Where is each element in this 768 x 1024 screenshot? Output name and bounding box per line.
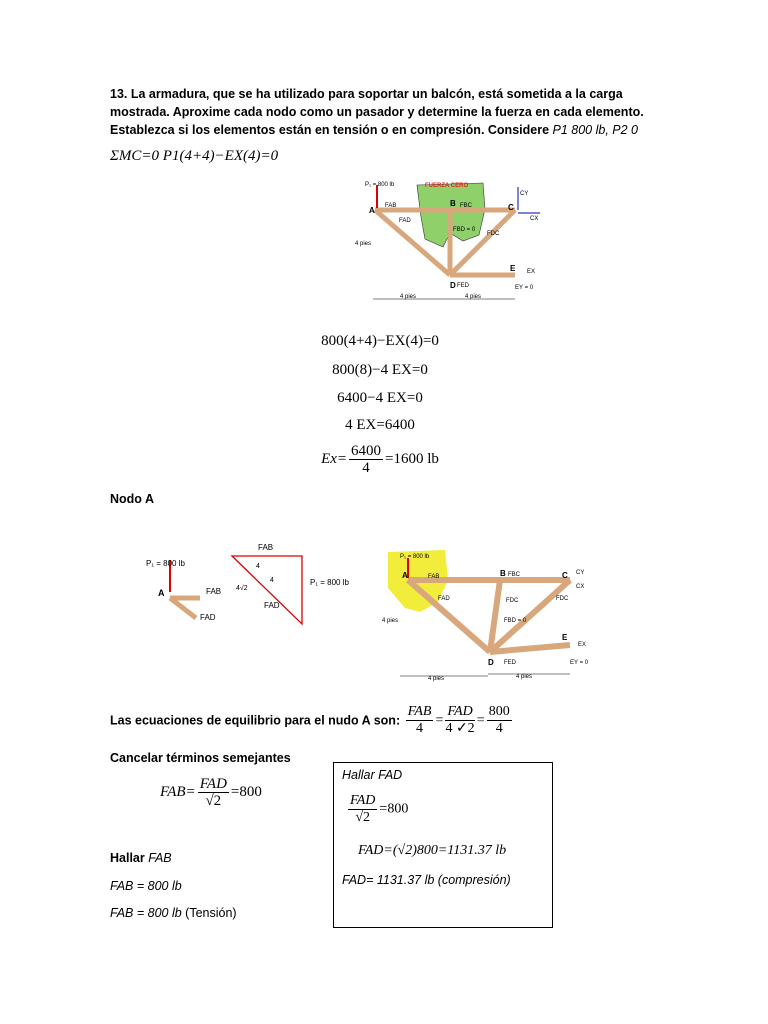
equilibrium-line: Las ecuaciones de equilibrio para el nudo A son: $\frac{\text{FAB}}{4}$ = $\frac{\text{FAD}}{4 ✓2}$ = $\frac{800}{4}$ — [110, 704, 510, 736]
box-num: FAD — [350, 793, 376, 808]
cx-label: CX — [530, 216, 539, 222]
tri-p1: P₁ = 800 lb — [310, 578, 349, 587]
tri-fab: FAB — [258, 543, 274, 552]
problem-statement — [110, 85, 650, 139]
d3-ey: EY = 0 — [570, 660, 589, 666]
node-b: B — [450, 199, 456, 208]
tri-side-4a: 4 — [256, 563, 260, 570]
fab-line-2-value: FAB = 800 lb — [110, 906, 182, 920]
truss-figure — [355, 175, 545, 320]
step-1: 800(4+4)−EX(4)=0 — [321, 333, 439, 349]
node-a: A — [369, 206, 375, 215]
cancel-lhs: FAB= — [160, 783, 196, 800]
height-label: 4 pies — [355, 241, 372, 247]
step-2: 800(8)−4 EX=0 — [332, 362, 428, 378]
box-den: √2 — [355, 810, 371, 825]
fad-label: FAD — [399, 218, 411, 224]
nodo-a-heading: Nodo A — [110, 492, 154, 506]
cancel-num: FAD — [199, 776, 227, 792]
ex-result — [250, 443, 510, 476]
box-fraction-eq — [346, 793, 408, 826]
fab-line-2 — [110, 906, 237, 920]
fb-a: A — [158, 588, 165, 598]
d3-fed: FED — [504, 660, 516, 666]
fbd-label: FBD = 0 — [453, 227, 476, 233]
ex-lhs: Ex= — [321, 450, 348, 467]
eq-f1-num: FAB — [407, 704, 432, 719]
node-e: E — [510, 264, 516, 273]
box-title: Hallar FAD — [342, 768, 403, 782]
eq-f2-num: FAD — [447, 704, 473, 719]
node-a-free-body-figure — [140, 540, 380, 630]
cancel-heading: Cancelar términos semejantes — [110, 751, 291, 765]
fab-label: FAB — [385, 203, 397, 209]
eq-f3-den: 4 — [495, 721, 503, 736]
step-4: 4 EX=6400 — [345, 417, 415, 433]
moment-equation: ΣMC=0 P1(4+4)−EX(4)=0 — [110, 148, 279, 164]
node-c: C — [508, 203, 514, 212]
hallar-fab-heading — [110, 851, 172, 865]
d3-c: C — [562, 571, 568, 580]
box-rhs: =800 — [379, 801, 409, 817]
node-d: D — [450, 281, 456, 290]
d3-e: E — [562, 633, 568, 642]
zero-force-label: FUERZA CERO — [425, 183, 469, 189]
problem-line-1: La armadura, que se ha utilizado para soportar un balcón, está sometida a la carga — [130, 87, 623, 101]
cancel-equation — [160, 776, 262, 809]
d3-fad: FAD — [438, 596, 450, 602]
d3-a: A — [402, 571, 408, 580]
problem-given-values: P1 800 lb, P2 0 — [552, 123, 638, 137]
eq-f2-den: 4 ✓2 — [445, 721, 475, 736]
d3-fbd: FBD = 0 — [504, 618, 527, 624]
cancel-den: √2 — [205, 793, 222, 809]
fb-fab: FAB — [206, 587, 222, 596]
fed-label: FED — [457, 283, 469, 289]
fbc-label: FBC — [460, 203, 472, 209]
d3-span-2: 4 pies — [516, 674, 533, 680]
d3-span-1: 4 pies — [428, 676, 445, 682]
span-label-1: 4 pies — [400, 294, 417, 300]
eq-f1-den: 4 — [416, 721, 424, 736]
tri-side-4b: 4 — [270, 577, 274, 584]
span-label-2: 4 pies — [465, 294, 482, 300]
ex-label: EX — [527, 269, 536, 275]
tri-side-4r2: 4√2 — [236, 585, 248, 592]
cy-label: CY — [520, 191, 529, 197]
fb-fad: FAD — [200, 613, 216, 622]
ex-den: 4 — [362, 460, 370, 476]
tri-fad: FAD — [264, 601, 280, 610]
problem-number: 13. — [110, 87, 128, 101]
truss-figure-detail — [380, 540, 595, 685]
step-3: 6400−4 EX=0 — [337, 390, 423, 406]
eq-f3-num: 800 — [488, 704, 510, 719]
box-solution-eq: FAD=(√2)800=1131.37 lb — [358, 843, 507, 858]
d3-fdc: FDC — [506, 598, 519, 604]
d3-d: D — [488, 658, 494, 667]
equilibrium-label: Las ecuaciones de equilibrio para el nudo A son: — [110, 713, 401, 728]
d3-fdc2: FDC — [556, 596, 569, 602]
ex-rhs: =1600 lb — [385, 450, 439, 467]
fdc-label: FDC — [487, 231, 500, 237]
hallar-fab-label: Hallar — [110, 851, 145, 865]
d3-p1: P₁ = 800 lb — [400, 554, 430, 560]
d3-fbc: FBC — [508, 572, 520, 578]
p1-label: P₁ = 800 lb — [365, 182, 395, 188]
d3-ex: EX — [578, 642, 587, 648]
fab-line-2-state: (Tensión) — [185, 906, 237, 920]
cancel-rhs: =800 — [230, 783, 262, 800]
problem-line-3: Establezca si los elementos están en tensión o en compresión. Considere — [110, 123, 550, 137]
problem-line-2: mostrada. Aproxime cada nodo como un pasador y determine la fuerza en cada elemento. — [110, 105, 644, 119]
d3-fab: FAB — [428, 574, 440, 580]
box-result: FAD= 1131.37 lb (compresión) — [342, 873, 511, 887]
d3-cx: CX — [576, 584, 585, 590]
hallar-fab-var: FAB — [148, 851, 172, 865]
d3-height: 4 pies — [382, 618, 399, 624]
hallar-fad-box — [333, 762, 553, 928]
ey-label: EY = 0 — [515, 285, 534, 291]
fb-p1: P₁ = 800 lb — [146, 559, 185, 568]
d3-cy: CY — [576, 570, 585, 576]
fab-line-1: FAB = 800 lb — [110, 879, 182, 893]
ex-num: 6400 — [351, 443, 382, 459]
d3-b: B — [500, 569, 506, 578]
